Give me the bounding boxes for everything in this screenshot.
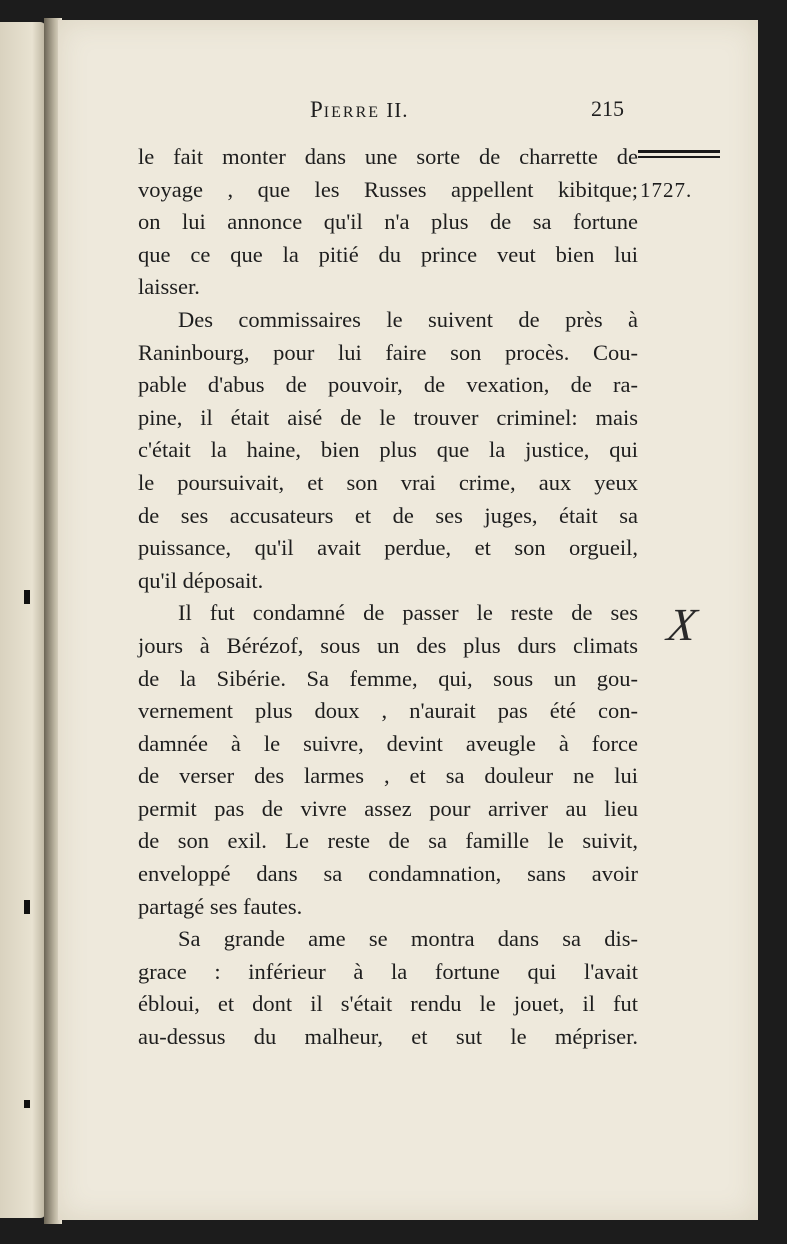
text-line: Il fut condamné de passer le reste de ses [178, 600, 638, 626]
text-line: partagé ses fautes. [138, 893, 303, 919]
text-line: damnée à le suivre, devint aveugle à force [138, 730, 638, 756]
text-line: laisser. [138, 274, 200, 300]
margin-year-note: 1727. [640, 178, 693, 202]
binding-mark [24, 900, 30, 914]
binding-mark [24, 1100, 30, 1108]
text-line: vernement plus doux , n'aurait pas été con- [138, 698, 638, 724]
text-line: grace : inférieur à la fortune qui l'avait [138, 958, 638, 984]
running-title [310, 97, 409, 123]
text-line: Raninbourg, pour lui faire son procès. Cou- [138, 339, 638, 365]
text-line: permit pas de vivre assez pour arriver au lieu [138, 795, 638, 821]
text-line: pable d'abus de pouvoir, de vexation, de ra- [138, 372, 638, 398]
text-line: le poursuivait, et son vrai crime, aux yeux [138, 469, 638, 495]
page-number: 215 [591, 96, 624, 121]
text-line: Des commissaires le suivent de près à [178, 306, 638, 332]
text-line: jours à Bérézof, sous un des plus durs climats [138, 632, 638, 658]
running-title-numeral: II. [386, 98, 409, 122]
margin-rule [638, 156, 720, 158]
text-line: qu'il déposait. [138, 567, 264, 593]
text-line: de son exil. Le reste de sa famille le suivit, [138, 828, 638, 854]
facing-page-edge [0, 22, 46, 1218]
text-line: puissance, qu'il avait perdue, et son orgueil, [138, 535, 638, 561]
text-line: Sa grande ame se montra dans sa dis- [178, 926, 638, 952]
text-line: le fait monter dans une sorte de charrette de [138, 144, 638, 169]
text-line: de ses accusateurs et de ses juges, était sa [138, 502, 638, 528]
text-line: ébloui, et dont il s'était rendu le jouet, il fut [138, 991, 638, 1017]
binding-mark [24, 590, 30, 604]
text-line: c'était la haine, bien plus que la justice, qui [138, 437, 638, 463]
text-line: de la Sibérie. Sa femme, qui, sous un gou- [138, 665, 638, 691]
running-title-small-caps: IERRE [323, 104, 381, 121]
text-line: au-dessus du malheur, et sut le mépriser. [138, 1024, 638, 1050]
text-line: on lui annonce qu'il n'a plus de sa fortune [138, 209, 638, 235]
margin-rule [638, 150, 720, 153]
text-line: enveloppé dans sa condamnation, sans avoir [138, 861, 638, 887]
pencil-x-mark: X [664, 599, 700, 650]
text-line: de verser des larmes , et sa douleur ne lui [138, 763, 638, 789]
body-text [138, 141, 638, 1054]
text-line: voyage , que les Russes appellent kibitque; [138, 176, 638, 202]
running-title-initial: P [310, 97, 324, 122]
text-line: que ce que la pitié du prince veut bien lui [138, 241, 638, 267]
text-line: pine, il était aisé de le trouver criminel: mais [138, 404, 638, 430]
